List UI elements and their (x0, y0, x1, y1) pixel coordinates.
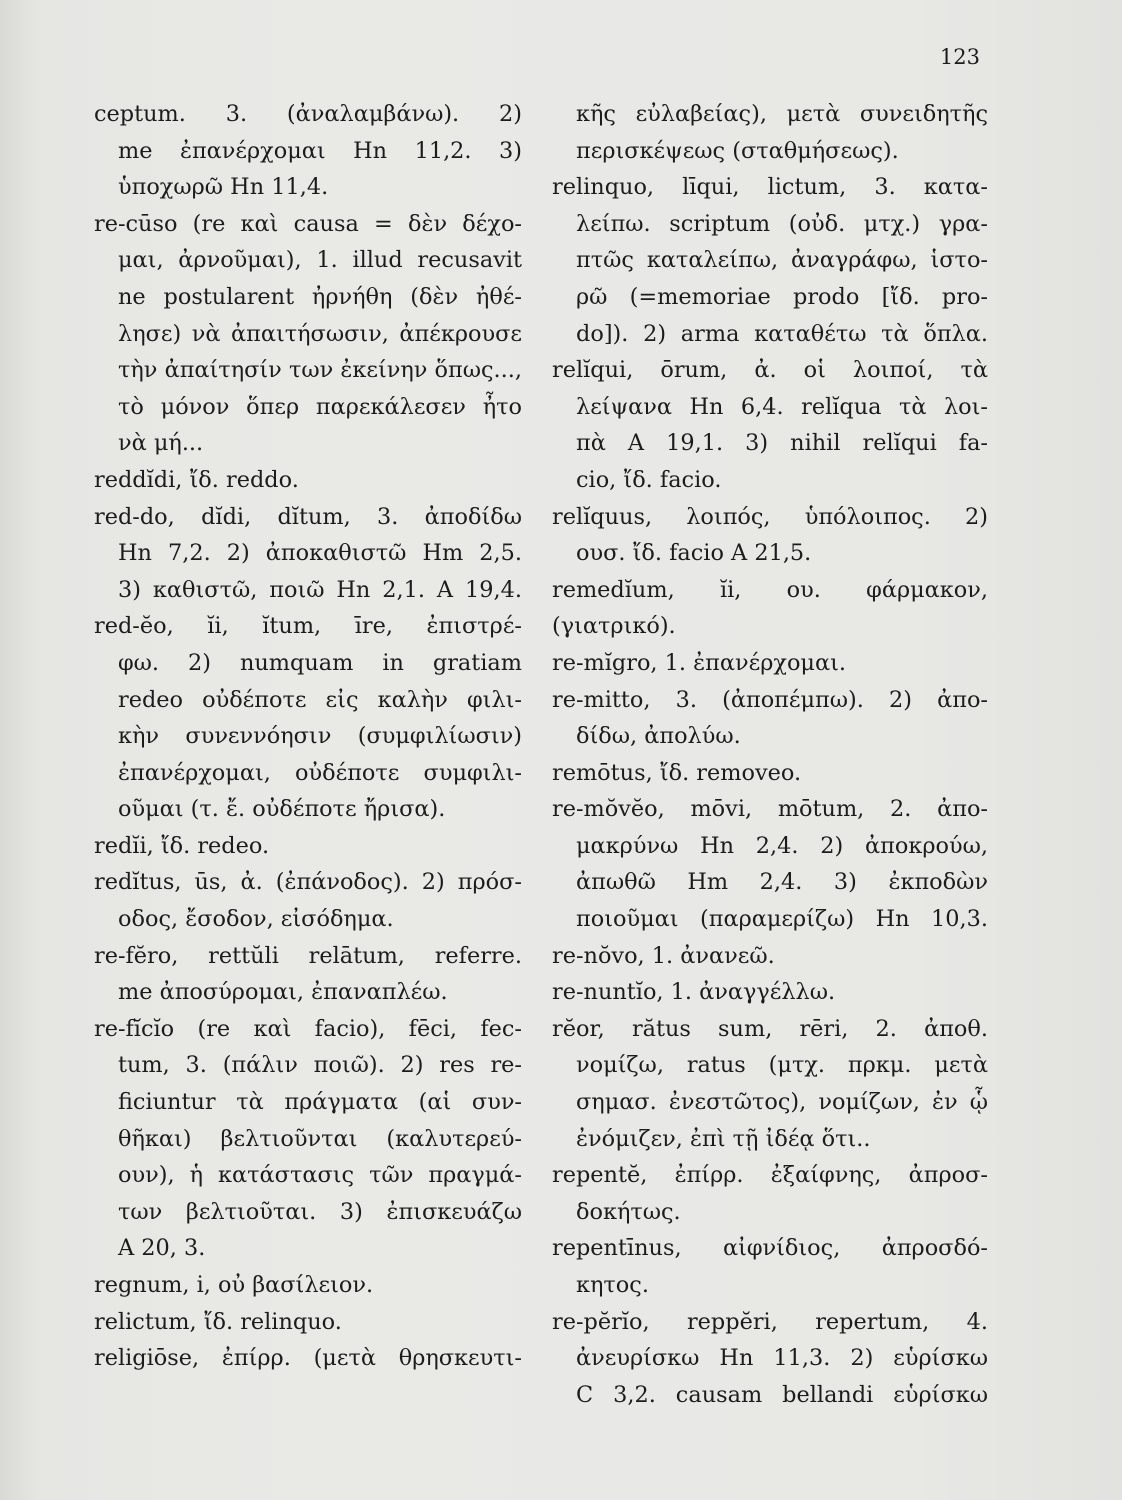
right-column (552, 96, 988, 1486)
text-line: ποιοῦμαι (παραμερίζω) Hn 10,3. (576, 906, 988, 933)
text-line: re-fĕro, rettŭli relātum, referre. (94, 942, 522, 969)
text-line: relĭqui, ōrum, ἀ. οἱ λοιποί, τὰ (552, 357, 988, 384)
text-line: me ἀποσύρομαι, ἐπαναπλέω. (118, 979, 448, 1006)
text-line: δοκήτως. (576, 1198, 681, 1225)
text-line: τὴν ἀπαίτησίν των ἐκείνην ὅπως..., (118, 357, 522, 384)
text-line: re-fĭcĭo (re καὶ facio), fēci, fec- (94, 1015, 522, 1042)
text-line: των βελτιοῦται. 3) ἐπισκευάζω (118, 1198, 522, 1225)
text-line: redeo οὐδέποτε εἰς καλὴν φιλι- (118, 686, 522, 713)
text-line: λείψανα Hn 6,4. relĭqua τὰ λοι- (576, 393, 988, 420)
text-line: tum, 3. (πάλιν ποιῶ). 2) res re- (118, 1052, 522, 1079)
left-column (94, 96, 522, 1486)
page-number: 123 (939, 45, 980, 69)
text-line: ἐνόμιζεν, ἐπὶ τῇ ἰδέᾳ ὅτι.. (576, 1125, 871, 1152)
text-line: μαι, ἀρνοῦμαι), 1. illud recusavit (118, 247, 522, 274)
text-line: re-nŏvo, 1. ἀνανεῶ. (552, 942, 775, 969)
text-line: regnum, i, οὐ βασίλειον. (94, 1272, 374, 1298)
text-line: cio, ἴδ. facio. (576, 466, 722, 493)
text-line: οδος, ἔσοδον, εἰσόδημα. (118, 906, 394, 933)
text-line: οῦμαι (τ. ἔ. οὐδέποτε ἤρισα). (118, 796, 446, 823)
text-line: relinquo, līqui, lictum, 3. κατα- (552, 174, 988, 201)
text-line: ne postularent ἠρνήθη (δὲν ἠθέ- (118, 283, 522, 310)
text-line: ceptum. 3. (ἀναλαμβάνω). 2) (94, 101, 522, 127)
text-line: τὸ μόνον ὅπερ παρεκάλεσεν ἦτο (118, 393, 522, 420)
text-line: μακρύνω Hn 2,4. 2) ἀποκρούω, (576, 832, 988, 859)
text-line: Hn 7,2. 2) ἀποκαθιστῶ Hm 2,5. (118, 540, 522, 567)
text-line: λησε) νὰ ἀπαιτήσωσιν, ἀπέκρουσε (118, 320, 522, 347)
text-line: ἀνευρίσκω Hn 11,3. 2) εὑρίσκω (576, 1345, 988, 1372)
text-line: religiōse, ἐπίρρ. (μετὰ θρησκευτι- (94, 1345, 522, 1372)
text-line: remedĭum, ĭi, ου. φάρμακον, (552, 576, 988, 603)
text-line: σημασ. ἐνεστῶτος), νομίζων, ἐν ᾧ (576, 1089, 988, 1116)
text-line: ουν), ἡ κατάστασις τῶν πραγμά- (118, 1162, 522, 1189)
text-line: reddĭdi, ἴδ. reddo. (94, 466, 299, 493)
text-line: ficiuntur τὰ πράγματα (αἱ συν- (118, 1089, 522, 1116)
text-line: re-nuntĭo, 1. ἀναγγέλλω. (552, 979, 836, 1006)
text-line: ουσ. ἴδ. facio A 21,5. (576, 540, 812, 567)
text-line: φω. 2) numquam in gratiam (118, 649, 522, 676)
text-line: relĭquus, λοιπός, ὑπόλοιπος. 2) (552, 503, 988, 530)
text-line: περισκέψεως (σταθμήσεως). (576, 137, 899, 164)
text-line: relictum, ἴδ. relinquo. (94, 1308, 342, 1335)
text-line: re-mŏvĕo, mōvi, mōtum, 2. ἀπο- (552, 796, 988, 823)
text-line: red-do, dĭdi, dĭtum, 3. ἀποδίδω (94, 503, 522, 530)
text-line: ὑποχωρῶ Hn 11,4. (118, 174, 329, 201)
text-line: δίδω, ἀπολύω. (576, 723, 741, 750)
text-line: ρῶ (=memoriae prodo [ἴδ. pro- (576, 283, 988, 310)
text-line: θῆκαι) βελτιοῦνται (καλυτερεύ- (118, 1125, 522, 1152)
text-line: rĕor, rătus sum, rēri, 2. ἀποθ. (552, 1015, 988, 1042)
text-line: re-mĭgro, 1. ἐπανέρχομαι. (552, 649, 846, 676)
text-line: re-pĕrĭo, reppĕri, repertum, 4. (552, 1308, 988, 1335)
text-line: ἐπανέρχομαι, οὐδέποτε συμφιλι- (118, 759, 522, 786)
text-line: πὰ A 19,1. 3) nihil relĭqui fa- (576, 430, 988, 457)
text-line: do]). 2) arma καταθέτω τὰ ὅπλα. (576, 320, 988, 347)
text-line: λείπω. scriptum (οὐδ. μτχ.) γρα- (576, 210, 988, 237)
text-line: νὰ μή... (118, 430, 204, 457)
text-line: me ἐπανέρχομαι Hn 11,2. 3) (118, 137, 522, 164)
text-line: κητος. (576, 1272, 649, 1298)
text-line: A 20, 3. (118, 1235, 206, 1262)
text-line: (γιατρικό). (552, 613, 676, 640)
text-line: repentīnus, αἰφνίδιος, ἀπροσδό- (552, 1235, 988, 1262)
text-line: repentĕ, ἐπίρρ. ἐξαίφνης, ἀπροσ- (552, 1162, 988, 1189)
text-line: remōtus, ἴδ. removeo. (552, 759, 802, 786)
text-line: redĭtus, ūs, ἀ. (ἐπάνοδος). 2) πρόσ- (94, 869, 522, 896)
text-line: C 3,2. causam bellandi εὑρίσκω (576, 1381, 988, 1408)
text-line: re-cūso (re καὶ causa = δὲν δέχο- (94, 210, 522, 237)
text-line: κὴν συνεννόησιν (συμφιλίωσιν) (118, 723, 522, 750)
text-line: ἀπωθῶ Hm 2,4. 3) ἐκποδὼν (576, 869, 988, 896)
text-line: redĭi, ἴδ. redeo. (94, 832, 270, 859)
text-line: πτῶς καταλείπω, ἀναγράφω, ἱστο- (576, 247, 988, 274)
text-line: νομίζω, ratus (μτχ. πρκμ. μετὰ (576, 1052, 988, 1079)
text-line: κῆς εὐλαβείας), μετὰ συνειδητῆς (576, 101, 988, 127)
text-line: red-ĕo, ĭi, ĭtum, īre, ἐπιστρέ- (94, 613, 522, 640)
text-line: 3) καθιστῶ, ποιῶ Hn 2,1. A 19,4. (118, 576, 522, 603)
text-line: re-mitto, 3. (ἀποπέμπω). 2) ἀπο- (552, 686, 988, 713)
